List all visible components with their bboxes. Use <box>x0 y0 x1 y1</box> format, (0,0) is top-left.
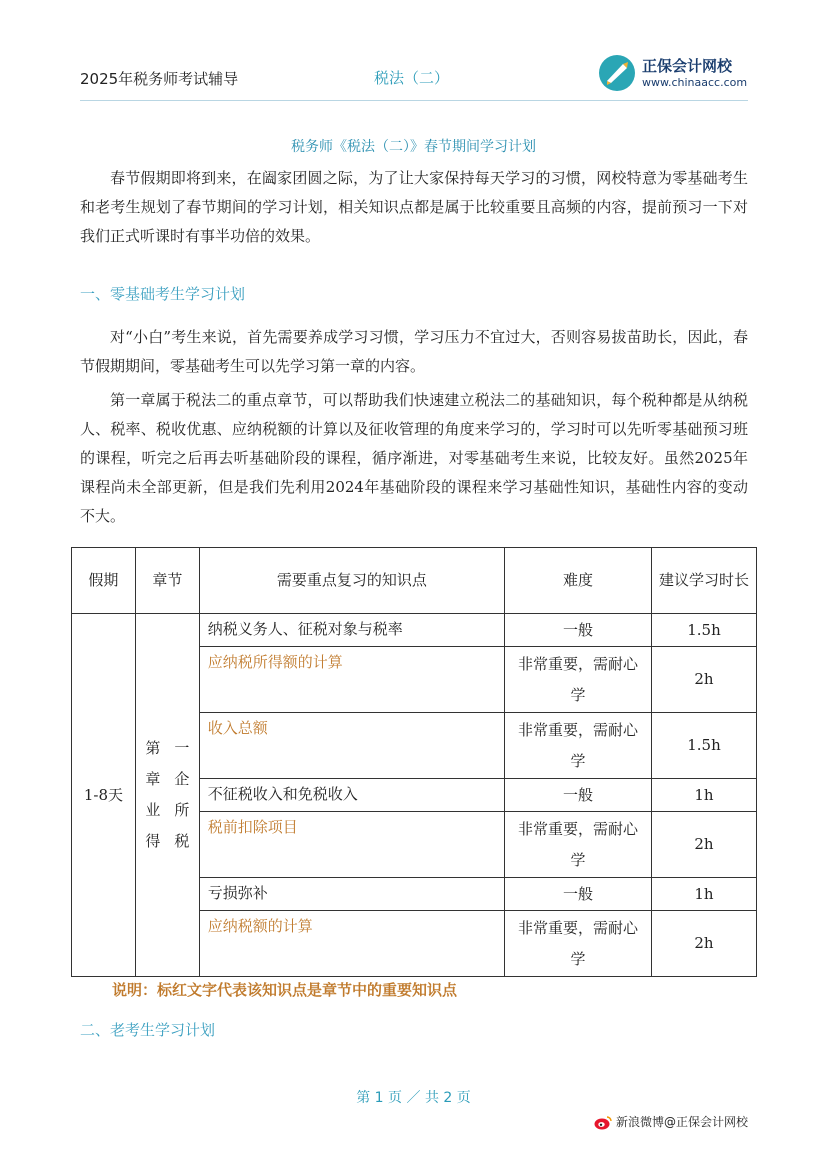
exam-guide-title: 2025年税务师考试辅导 <box>80 70 239 88</box>
brand-logo[interactable] <box>598 52 748 96</box>
chapter-cell: 第一章企业所得税 <box>135 614 199 977</box>
difficulty-cell: 非常重要，需耐心学 <box>505 647 652 713</box>
page-header <box>80 52 748 100</box>
section-heading-returning: 二、老考生学习计划 <box>80 1021 216 1039</box>
topic-cell-important: 应纳税额的计算 <box>199 911 504 977</box>
hours-cell: 2h <box>652 812 757 878</box>
subject-title: 税法（二） <box>374 69 450 87</box>
topic-cell: 纳税义务人、征税对象与税率 <box>199 614 504 647</box>
header-topic: 需要重点复习的知识点 <box>199 548 504 614</box>
beginner-paragraph-2: 第一章属于税法二的重点章节，可以帮助我们快速建立税法二的基础知识，每个税种都是从纳税人、税率、税收优惠、应纳税额的计算以及征收管理的角度来学习的，学习时可以先听零基础预习班的课程，听完之后再去听基础阶段的课程，循序渐进，对零基础考生来说，比较友好。虽然2025年课程尚未全部更新，但是我们先利用2024年基础阶段的课程来学习基础性知识，基础性内容的变动不大。 <box>80 391 748 525</box>
logo-url: www.chinaacc.com <box>642 76 748 89</box>
header-difficulty: 难度 <box>505 548 652 614</box>
difficulty-cell: 一般 <box>505 614 652 647</box>
logo-emblem-icon <box>598 54 636 92</box>
topic-cell: 亏损弥补 <box>199 878 504 911</box>
topic-cell-important: 应纳税所得额的计算 <box>199 647 504 713</box>
weibo-text: 新浪微博@正保会计网校 <box>616 1115 749 1129</box>
header-period: 假期 <box>72 548 136 614</box>
document-title: 税务师《税法（二）》春节期间学习计划 <box>291 139 536 155</box>
difficulty-cell: 非常重要，需耐心学 <box>505 911 652 977</box>
table-row <box>72 614 757 647</box>
intro-paragraph: 春节假期即将到来，在阖家团圆之际，为了让大家保持每天学习的习惯，网校特意为零基础考生和老考生规划了春节期间的学习计划，相关知识点都是属于比较重要且高频的内容，提前预习一下对我们正式听课时有事半功倍的效果。 <box>80 169 748 245</box>
period-cell: 1-8天 <box>72 614 136 977</box>
difficulty-cell: 一般 <box>505 779 652 812</box>
topic-cell: 不征税收入和免税收入 <box>199 779 504 812</box>
table-note: 说明：标红文字代表该知识点是章节中的重要知识点 <box>112 981 458 999</box>
hours-cell: 2h <box>652 911 757 977</box>
page-number: 第 1 页 ／ 共 2 页 <box>356 1090 471 1106</box>
hours-cell: 1.5h <box>652 713 757 779</box>
topic-cell-important: 税前扣除项目 <box>199 812 504 878</box>
logo-name: 正保会计网校 <box>642 57 733 75</box>
beginner-paragraph-1: 对“小白”考生来说，首先需要养成学习习惯，学习压力不宜过大，否则容易拔苗助长，因此，春节假期期间，零基础考生可以先学习第一章的内容。 <box>80 328 748 375</box>
table-header-row <box>72 548 757 614</box>
weibo-icon <box>594 1115 612 1130</box>
section-heading-beginners: 一、零基础考生学习计划 <box>80 285 246 303</box>
weibo-handle[interactable] <box>594 1113 748 1130</box>
topic-cell-important: 收入总额 <box>199 713 504 779</box>
hours-cell: 1.5h <box>652 614 757 647</box>
header-divider <box>80 100 748 101</box>
study-plan-table <box>71 547 757 977</box>
hours-cell: 2h <box>652 647 757 713</box>
hours-cell: 1h <box>652 878 757 911</box>
difficulty-cell: 非常重要，需耐心学 <box>505 812 652 878</box>
header-chapter: 章节 <box>135 548 199 614</box>
difficulty-cell: 一般 <box>505 878 652 911</box>
hours-cell: 1h <box>652 779 757 812</box>
header-duration: 建议学习时长 <box>652 548 757 614</box>
difficulty-cell: 非常重要，需耐心学 <box>505 713 652 779</box>
